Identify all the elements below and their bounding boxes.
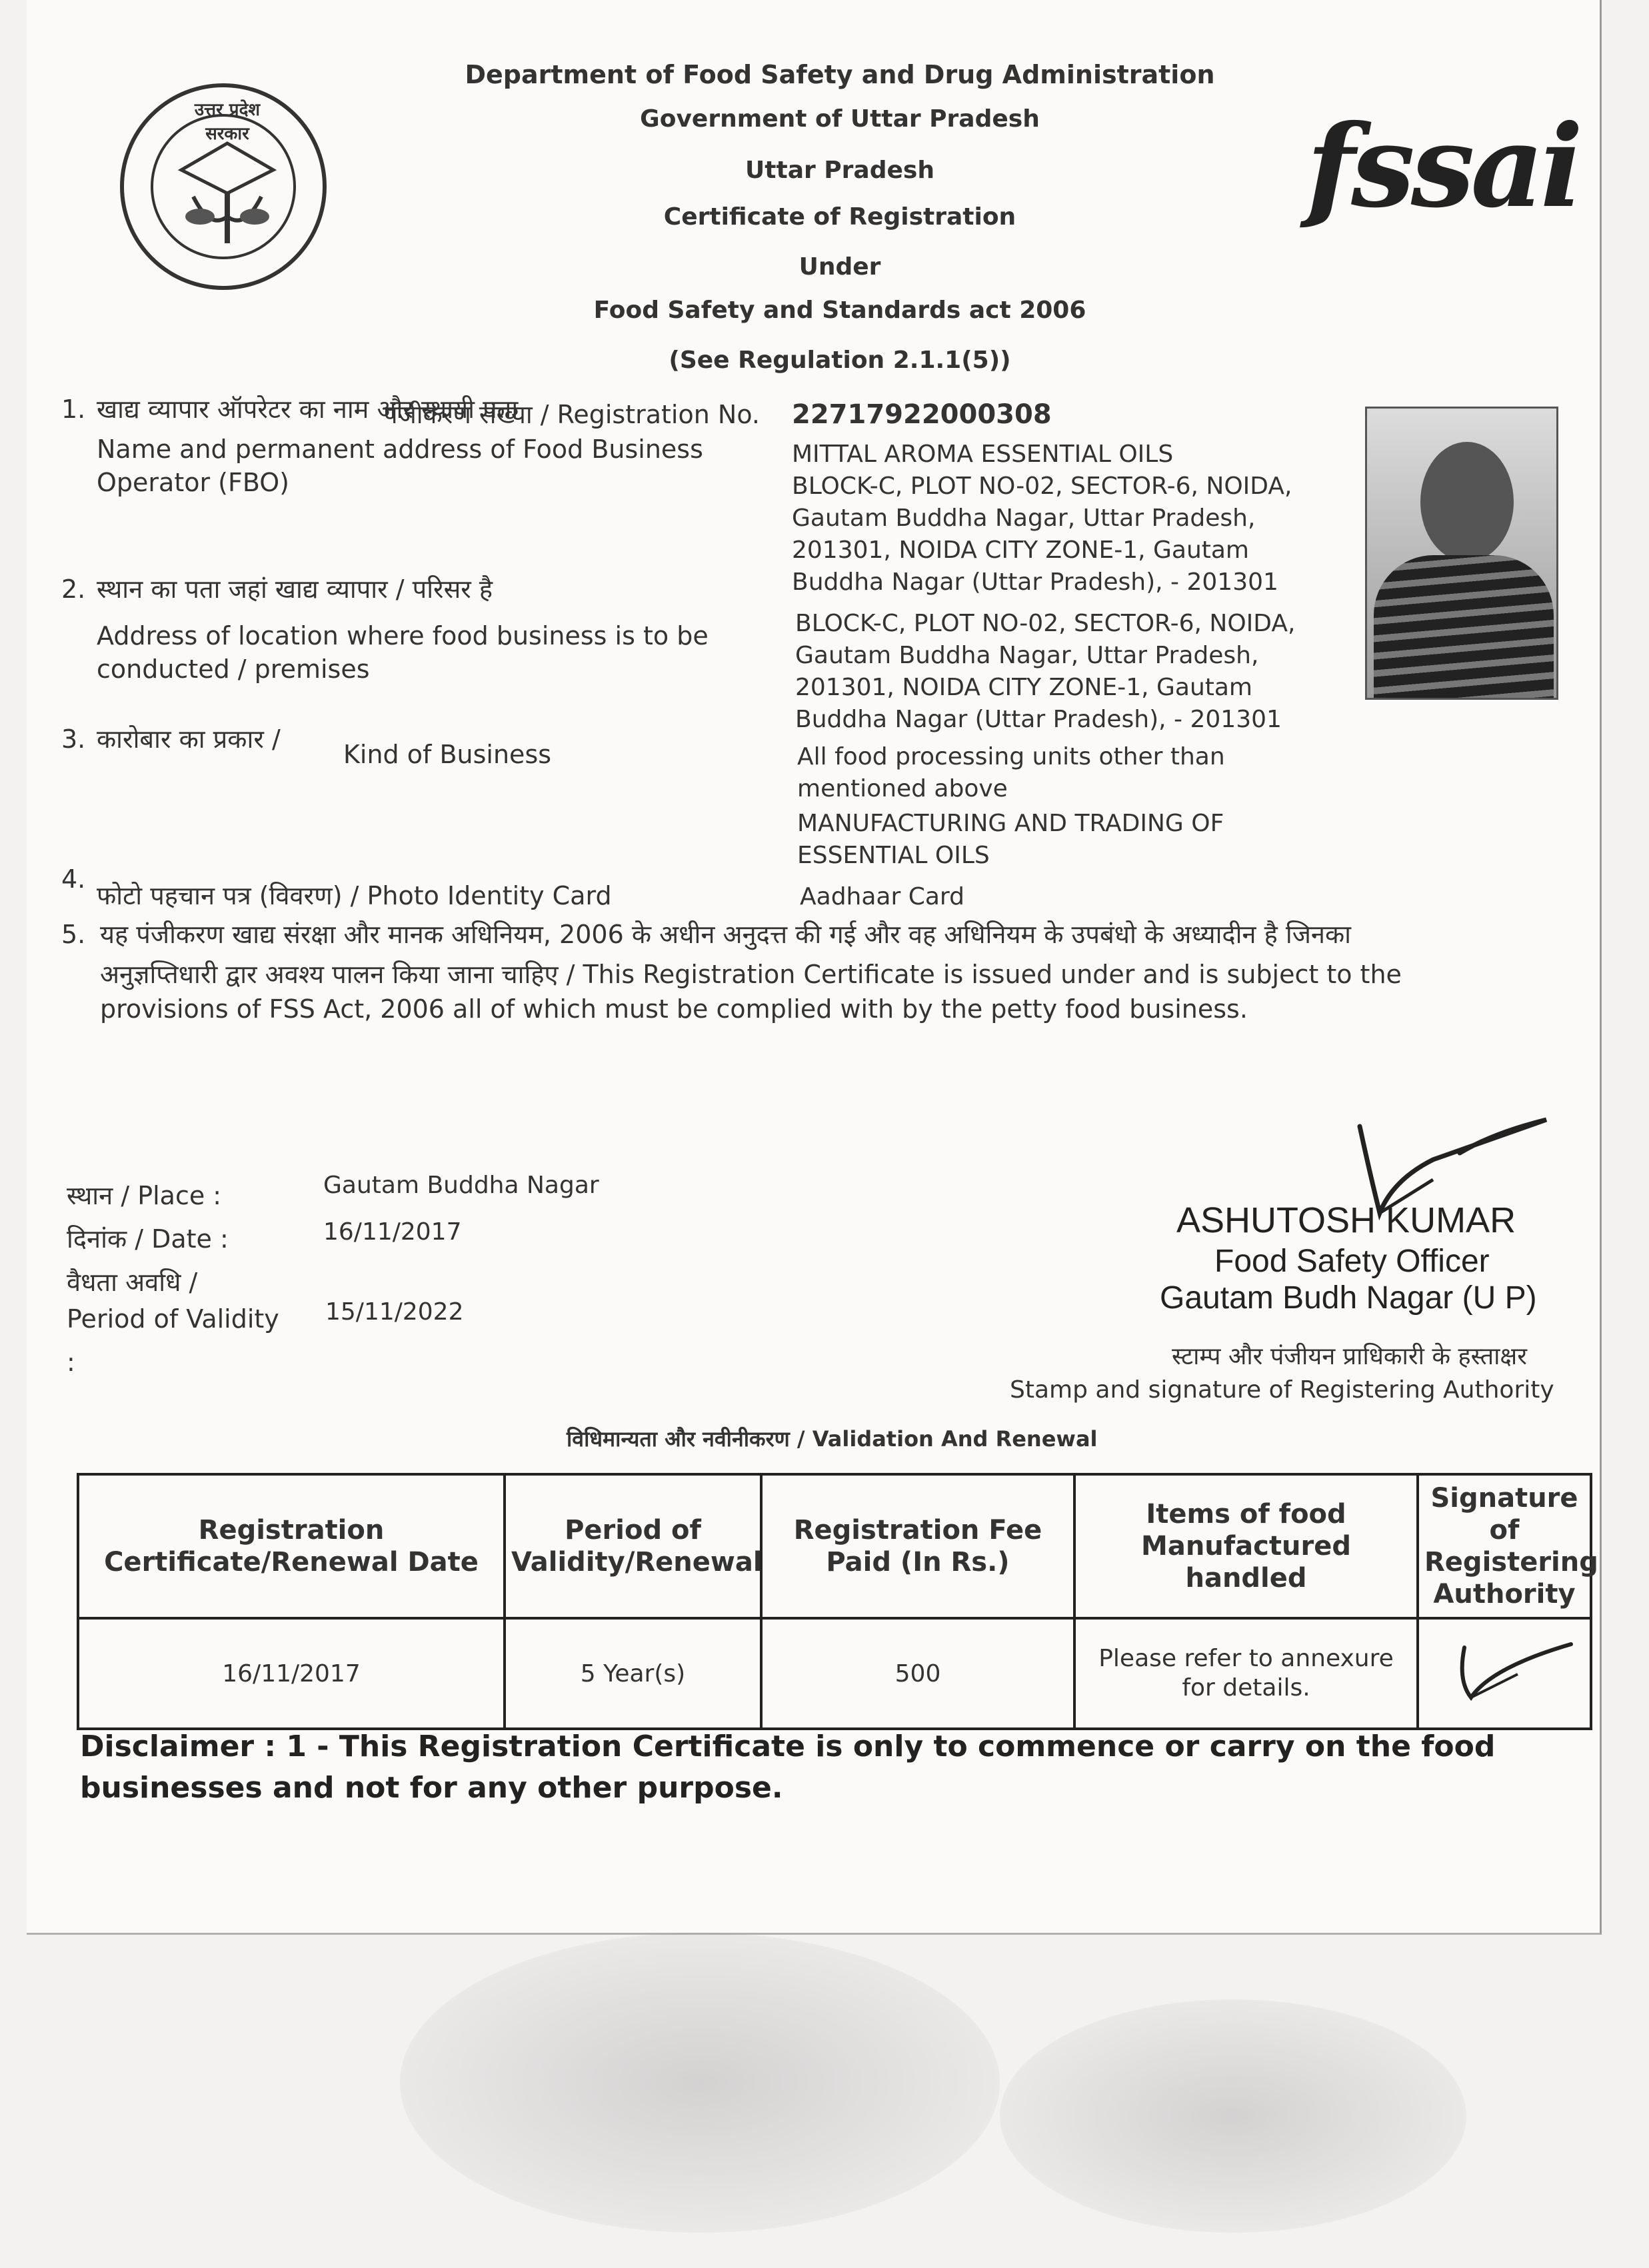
item-1-english-label-2: Operator (FBO): [97, 468, 289, 497]
signatory-name: ASHUTOSH KUMAR: [1176, 1200, 1516, 1240]
item-2-english-label-2: conducted / premises: [97, 654, 370, 684]
disclaimer: Disclaimer : 1 - This Registration Certificate is only to commence or carry on the food businesses and not for any other purpose.: [80, 1729, 1496, 1805]
item-4-value: Aadhaar Card: [800, 883, 964, 910]
header-renewal-date: Registration Certificate/Renewal Date: [78, 1474, 505, 1618]
item-1-value-line-5: Buddha Nagar (Uttar Pradesh), - 201301: [792, 568, 1278, 596]
item-5-line-2: अनुज्ञप्तिधारी द्वार अवश्य पालन किया जाना चाहिए / This Registration Certificate is issued under and is subject to the: [100, 960, 1402, 989]
date-value: 16/11/2017: [323, 1218, 462, 1246]
validity-label-colon: :: [67, 1348, 75, 1377]
validation-renewal-table: [77, 1473, 1598, 1730]
header-fee-paid: Registration Fee Paid (In Rs.): [761, 1474, 1074, 1618]
item-2-value-line-1: BLOCK-C, PLOT NO-02, SECTOR-6, NOIDA,: [795, 610, 1296, 637]
item-2-number: 2.: [61, 574, 86, 604]
item-1-hindi-label: खाद्य व्यापार ऑपरेटर का नाम और स्थायी पता: [97, 395, 519, 424]
seal-emblem-icon: [153, 117, 301, 265]
item-1-value-line-4: 201301, NOIDA CITY ZONE-1, Gautam: [792, 537, 1250, 564]
cell-fee-paid: 500: [761, 1618, 1074, 1729]
header-items-food: Items of food Manufactured handled: [1074, 1474, 1418, 1618]
scan-smudge: [400, 1933, 1000, 2233]
item-2-hindi-label: स्थान का पता जहां खाद्य व्यापार / परिसर है: [97, 574, 493, 604]
item-2-value-line-4: Buddha Nagar (Uttar Pradesh), - 201301: [795, 706, 1282, 733]
fssai-logo: fssai: [1306, 100, 1580, 233]
cell-period-validity: 5 Year(s): [505, 1618, 761, 1729]
item-4-label: फोटो पहचान पत्र (विवरण) / Photo Identity Card: [97, 881, 612, 910]
item-4-number: 4.: [61, 864, 86, 894]
item-3-value-line-3: MANUFACTURING AND TRADING OF: [797, 810, 1224, 837]
item-5-line-3: provisions of FSS Act, 2006 all of which must be complied with by the petty food business.: [100, 994, 1248, 1024]
item-3-value-line-4: ESSENTIAL OILS: [797, 842, 990, 869]
table-signature-icon: [1431, 1634, 1578, 1707]
seal-text: उत्तर प्रदेश सरकार: [194, 100, 261, 144]
seal-inner-ring: [151, 114, 296, 259]
item-1-number: 1.: [61, 395, 86, 424]
signature-caption-english: Stamp and signature of Registering Authority: [1010, 1376, 1554, 1404]
item-3-value-line-2: mentioned above: [797, 775, 1008, 802]
signatory-location: Gautam Budh Nagar (U P): [1160, 1280, 1537, 1316]
fbo-photo: [1365, 407, 1558, 700]
header-signature: Signature of Registering Authority: [1418, 1474, 1591, 1618]
header-certificate-title: Certificate of Registration: [663, 203, 1016, 231]
registration-number-label: पंजीकरण संख्या / Registration No.: [383, 400, 760, 429]
item-5-number: 5.: [61, 920, 86, 949]
validity-label-hindi: वैधता अवधि /: [67, 1268, 198, 1297]
item-1-value-line-1: MITTAL AROMA ESSENTIAL OILS: [792, 441, 1174, 468]
place-value: Gautam Buddha Nagar: [323, 1172, 599, 1199]
signature-caption-hindi: स्टाम्प और पंजीयन प्राधिकारी के हस्ताक्षर: [1172, 1343, 1527, 1370]
header-under: Under: [799, 253, 881, 281]
header-government: Government of Uttar Pradesh: [640, 105, 1040, 133]
header-regulation: (See Regulation 2.1.1(5)): [669, 347, 1011, 374]
item-3-english-label: Kind of Business: [343, 740, 552, 769]
registration-number: 22717922000308: [792, 399, 1052, 430]
header-state: Uttar Pradesh: [745, 157, 934, 184]
item-3-value-line-1: All food processing units other than: [797, 743, 1225, 770]
item-3-hindi-label: कारोबार का प्रकार /: [97, 724, 281, 754]
cell-signature: [1418, 1618, 1591, 1729]
item-3-number: 3.: [61, 724, 86, 754]
validity-label-english: Period of Validity: [67, 1304, 279, 1334]
date-label: दिनांक / Date :: [67, 1224, 229, 1254]
item-2-english-label: Address of location where food business is to be: [97, 621, 709, 650]
scan-smudge: [1000, 1999, 1466, 2233]
signatory-role: Food Safety Officer: [1214, 1244, 1490, 1279]
cell-items-food: Please refer to annexure for details.: [1074, 1618, 1418, 1729]
item-1-value-line-3: Gautam Buddha Nagar, Uttar Pradesh,: [792, 505, 1256, 532]
cell-renewal-date: 16/11/2017: [78, 1618, 505, 1729]
table-header-row: [78, 1474, 1591, 1618]
item-5-line-1: यह पंजीकरण खाद्य संरक्षा और मानक अधिनियम, 2006 के अधीन अनुदत्त की गई और वह अधिनियम के उपबंधो के अध्यादीन है जिनका: [100, 920, 1352, 949]
item-2-value-line-3: 201301, NOIDA CITY ZONE-1, Gautam: [795, 674, 1253, 701]
table-row: [78, 1618, 1591, 1729]
item-1-english-label: Name and permanent address of Food Business: [97, 435, 703, 464]
place-label: स्थान / Place :: [67, 1181, 222, 1210]
photo-head-shape: [1420, 442, 1514, 562]
validity-value: 15/11/2022: [325, 1298, 464, 1326]
renewal-caption: विधिमान्यता और नवीनीकरण / Validation And Renewal: [567, 1426, 1098, 1452]
up-government-seal: [120, 83, 327, 290]
item-2-value-line-2: Gautam Buddha Nagar, Uttar Pradesh,: [795, 642, 1259, 669]
header-act: Food Safety and Standards act 2006: [593, 297, 1086, 324]
header-department: Department of Food Safety and Drug Administration: [465, 60, 1215, 89]
item-1-value-line-2: BLOCK-C, PLOT NO-02, SECTOR-6, NOIDA,: [792, 473, 1292, 500]
photo-shirt-shape: [1374, 555, 1554, 700]
header-period-validity: Period of Validity/Renewal: [505, 1474, 761, 1618]
